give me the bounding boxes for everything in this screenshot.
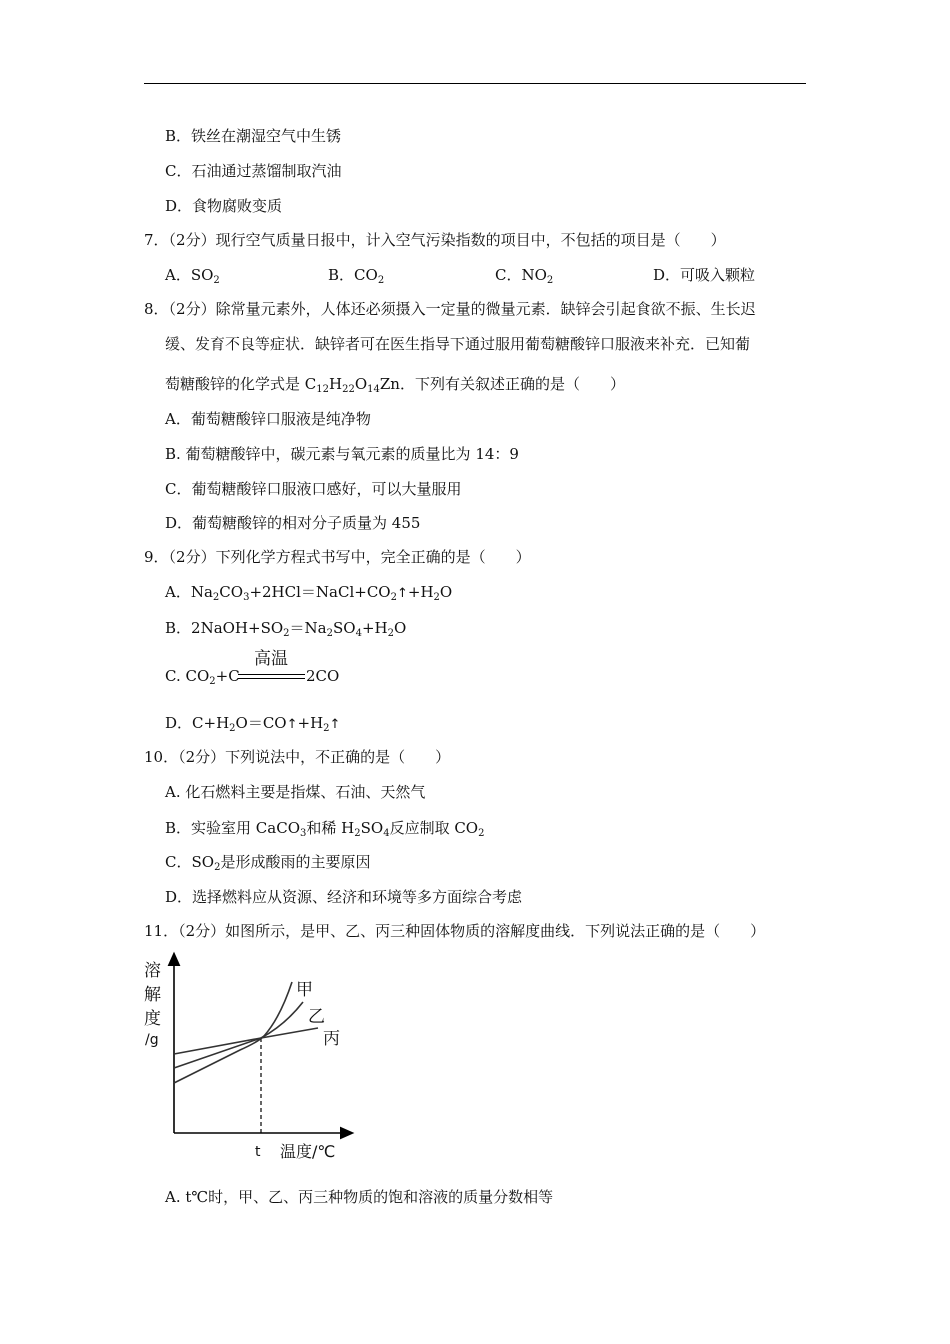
q7-stem: 7．（2分）现行空气质量日报中，计入空气污染指数的项目中，不包括的项目是（ ） (144, 231, 726, 249)
q7-option-c: C．$NO_2$ (495, 266, 554, 286)
q10-option-d: D．选择燃料应从资源、经济和环境等多方面综合考虑 (165, 888, 523, 906)
q7-option-b: B．$CO_2$ (328, 266, 385, 286)
curve-jia (174, 982, 292, 1083)
solubility-curve-figure (140, 950, 380, 1170)
curve-label-jia: 甲 (296, 980, 313, 1000)
header-rule (144, 83, 806, 84)
q9-condition-high-temp: 高温 (254, 649, 288, 669)
q10-option-c: C．$SO_2$是形成酸雨的主要原因 (165, 853, 371, 873)
q8-option-d: D．葡萄糖酸锌的相对分子质量为 455 (165, 514, 421, 532)
q8-stem-line-3: 萄糖酸锌的化学式是 $C_{12}H_{22}O_{14}Zn$．下列有关叙述正确的是（ ） (165, 375, 625, 395)
q9-option-d: D．$C+H_2O=CO↑+H_2↑$ (165, 714, 341, 734)
q8-option-b: B. 葡萄糖酸锌中，碳元素与氧元素的质量比为 14：9 (165, 445, 519, 463)
q6-option-d: D．食物腐败变质 (165, 197, 283, 215)
q9-option-b: B．$2NaOH+SO_2=Na_2SO_4+H_2O$ (165, 619, 407, 639)
q11-option-a: A. t℃时，甲、乙、丙三种物质的饱和溶液的质量分数相等 (165, 1188, 554, 1206)
q6-option-c: C．石油通过蒸馏制取汽油 (165, 162, 342, 180)
y-label-4: /g (145, 1032, 159, 1048)
q9-option-a: A．$Na_2CO_3+2HCl=NaCl+CO_2↑+H_2O$ (165, 583, 453, 603)
q9-option-c (165, 648, 385, 694)
q10-stem: 10．（2分）下列说法中，不正确的是（ ） (144, 748, 451, 766)
q9-option-c-reactants: C. $CO_2+C$ (165, 667, 240, 687)
q10-option-b: B．实验室用 CaCO$_3$和稀 $H_2SO_4$反应制取 $CO_2$ (165, 819, 485, 839)
t-label: t (255, 1144, 261, 1160)
y-label-3: 度 (144, 1009, 161, 1029)
q8-stem-line-1: 8．（2分）除常量元素外，人体还必须摄入一定量的微量元素．缺锌会引起食欲不振、生长迟 (144, 300, 756, 318)
equals-bar-top (238, 674, 305, 675)
curve-bing (174, 1028, 318, 1054)
q7-option-a: A．$SO_2$ (165, 266, 220, 286)
y-label-2: 解 (144, 985, 161, 1005)
q11-stem: 11．（2分）如图所示，是甲、乙、丙三种固体物质的溶解度曲线．下列说法正确的是（ ） (144, 922, 766, 940)
curve-label-yi: 乙 (308, 1007, 325, 1027)
q10-option-a: A. 化石燃料主要是指煤、石油、天然气 (165, 783, 426, 801)
q6-option-b: B．铁丝在潮湿空气中生锈 (165, 127, 342, 145)
q8-option-a: A．葡萄糖酸锌口服液是纯净物 (165, 410, 371, 428)
curve-yi (174, 1002, 303, 1068)
q9-stem: 9．（2分）下列化学方程式书写中，完全正确的是（ ） (144, 548, 531, 566)
y-label-1: 溶 (144, 961, 161, 981)
q9-option-c-product: 2CO (306, 667, 340, 685)
curve-label-bing: 丙 (323, 1029, 340, 1049)
q7-option-d: D．可吸入颗粒 (653, 266, 756, 284)
x-label: 温度/℃ (280, 1142, 336, 1161)
equals-bar-bottom (238, 678, 305, 679)
q8-stem-line-2: 缓、发育不良等症状．缺锌者可在医生指导下通过服用葡萄糖酸锌口服液来补充．已知葡 (165, 335, 751, 353)
q8-option-c: C．葡萄糖酸锌口服液口感好，可以大量服用 (165, 480, 462, 498)
